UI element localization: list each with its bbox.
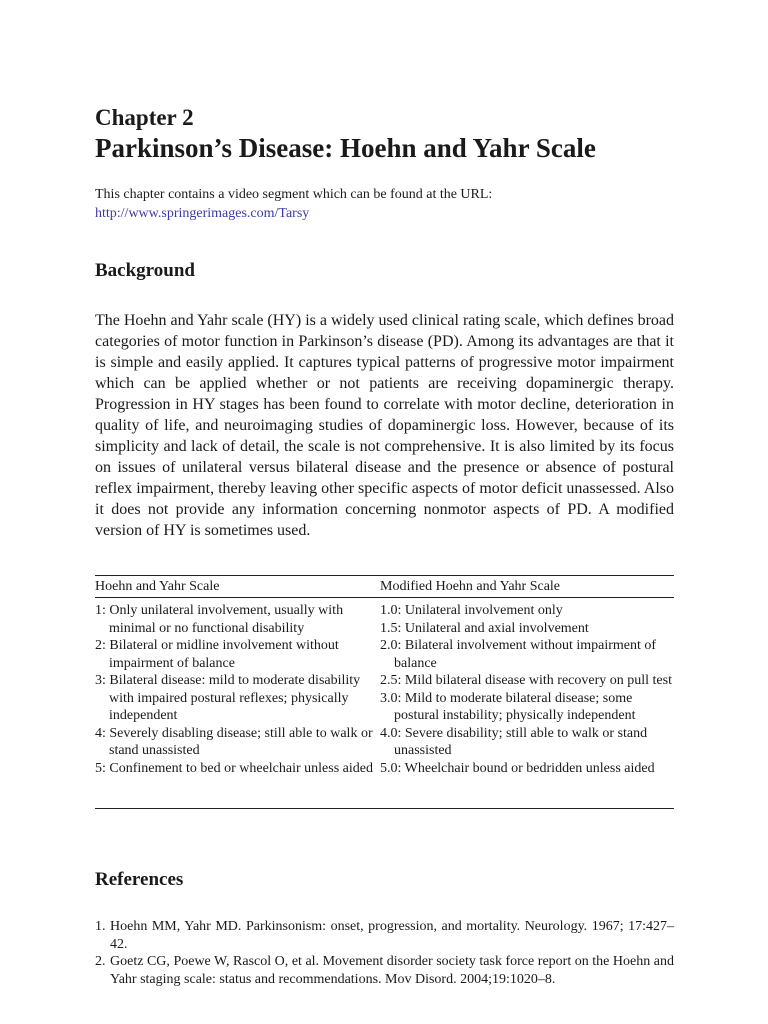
chapter-number: Chapter 2 bbox=[95, 105, 194, 130]
video-note-text: This chapter contains a video segment which can be found at the URL: bbox=[95, 187, 493, 202]
video-url-link[interactable]: http://www.springerimages.com/Tarsy bbox=[95, 206, 310, 221]
table-header-hy: Hoehn and Yahr Scale bbox=[95, 579, 220, 594]
modified-stage-item: 3.0: Mild to moderate bilateral disease; some postural instability; physically independent bbox=[380, 690, 636, 723]
references-heading: References bbox=[95, 869, 184, 890]
modified-stage-item: 5.0: Wheelchair bound or bedridden unless aided bbox=[380, 760, 655, 776]
reference-text: Goetz CG, Poewe W, Rascol O, et al. Movement disorder society task force report on the Hoehn and Yahr staging scale: status and recommendations. Mov Disord. 2004;19:1020–8. bbox=[110, 954, 674, 987]
reference-number: 1. bbox=[95, 919, 106, 934]
hy-stage-item: 2: Bilateral or midline involvement without impairment of balance bbox=[95, 638, 339, 671]
reference-number: 2. bbox=[95, 954, 106, 969]
references-list bbox=[95, 918, 674, 988]
modified-stage-item: 1.5: Unilateral and axial involvement bbox=[380, 620, 589, 636]
hy-stage-item: 5: Confinement to bed or wheelchair unless aided bbox=[95, 760, 373, 776]
video-note bbox=[95, 185, 674, 223]
hy-stage-list bbox=[95, 602, 380, 808]
table-header-row bbox=[95, 576, 674, 598]
modified-stage-list bbox=[380, 602, 674, 808]
hoehn-yahr-table bbox=[95, 575, 674, 809]
modified-stage-item: 4.0: Severe disability; still able to walk or stand unassisted bbox=[380, 725, 648, 758]
modified-stage-item: 2.0: Bilateral involvement without impairment of balance bbox=[380, 638, 657, 671]
hy-stage-item: 4: Severely disabling disease; still able to walk or stand unassisted bbox=[95, 725, 373, 758]
table-body-row bbox=[95, 598, 674, 808]
reference-text: Hoehn MM, Yahr MD. Parkinsonism: onset, progression, and mortality. Neurology. 1967; 17:427–42. bbox=[110, 919, 674, 952]
hy-stage-item: 3: Bilateral disease: mild to moderate disability with impaired postural reflexes; physically independent bbox=[95, 673, 361, 723]
hy-stage-item: 1: Only unilateral involvement, usually with minimal or no functional disability bbox=[95, 603, 344, 636]
modified-stage-item: 2.5: Mild bilateral disease with recovery on pull test bbox=[380, 673, 672, 688]
background-heading: Background bbox=[95, 260, 195, 281]
table-header-modified: Modified Hoehn and Yahr Scale bbox=[380, 579, 561, 594]
reference-item bbox=[95, 918, 674, 953]
background-paragraph: The Hoehn and Yahr scale (HY) is a widely used clinical rating scale, which defines broad categories of motor function in Parkinson’s disease (PD). Among its advantages are that it is simple and easily applied. It captures typical patterns of progressive motor impairment which can be applied whether or not patients are receiving dopaminergic therapy. Progression in HY stages has been found to correlate with motor decline, deterioration in quality of life, and neuroimaging studies of dopaminergic loss. However, because of its simplicity and lack of detail, the scale is not comprehensive. It is also limited by its focus on issues of unilateral versus bilateral disease and the presence or absence of postural reflex impairment, thereby leaving other specific aspects of motor deficit unassessed. Also it does not provide any information concerning nonmotor aspects of PD. A modified version of HY is sometimes used. bbox=[95, 312, 674, 539]
chapter-title: Parkinson’s Disease: Hoehn and Yahr Scale bbox=[95, 133, 596, 163]
modified-stage-item: 1.0: Unilateral involvement only bbox=[380, 603, 563, 618]
reference-item bbox=[95, 953, 674, 988]
